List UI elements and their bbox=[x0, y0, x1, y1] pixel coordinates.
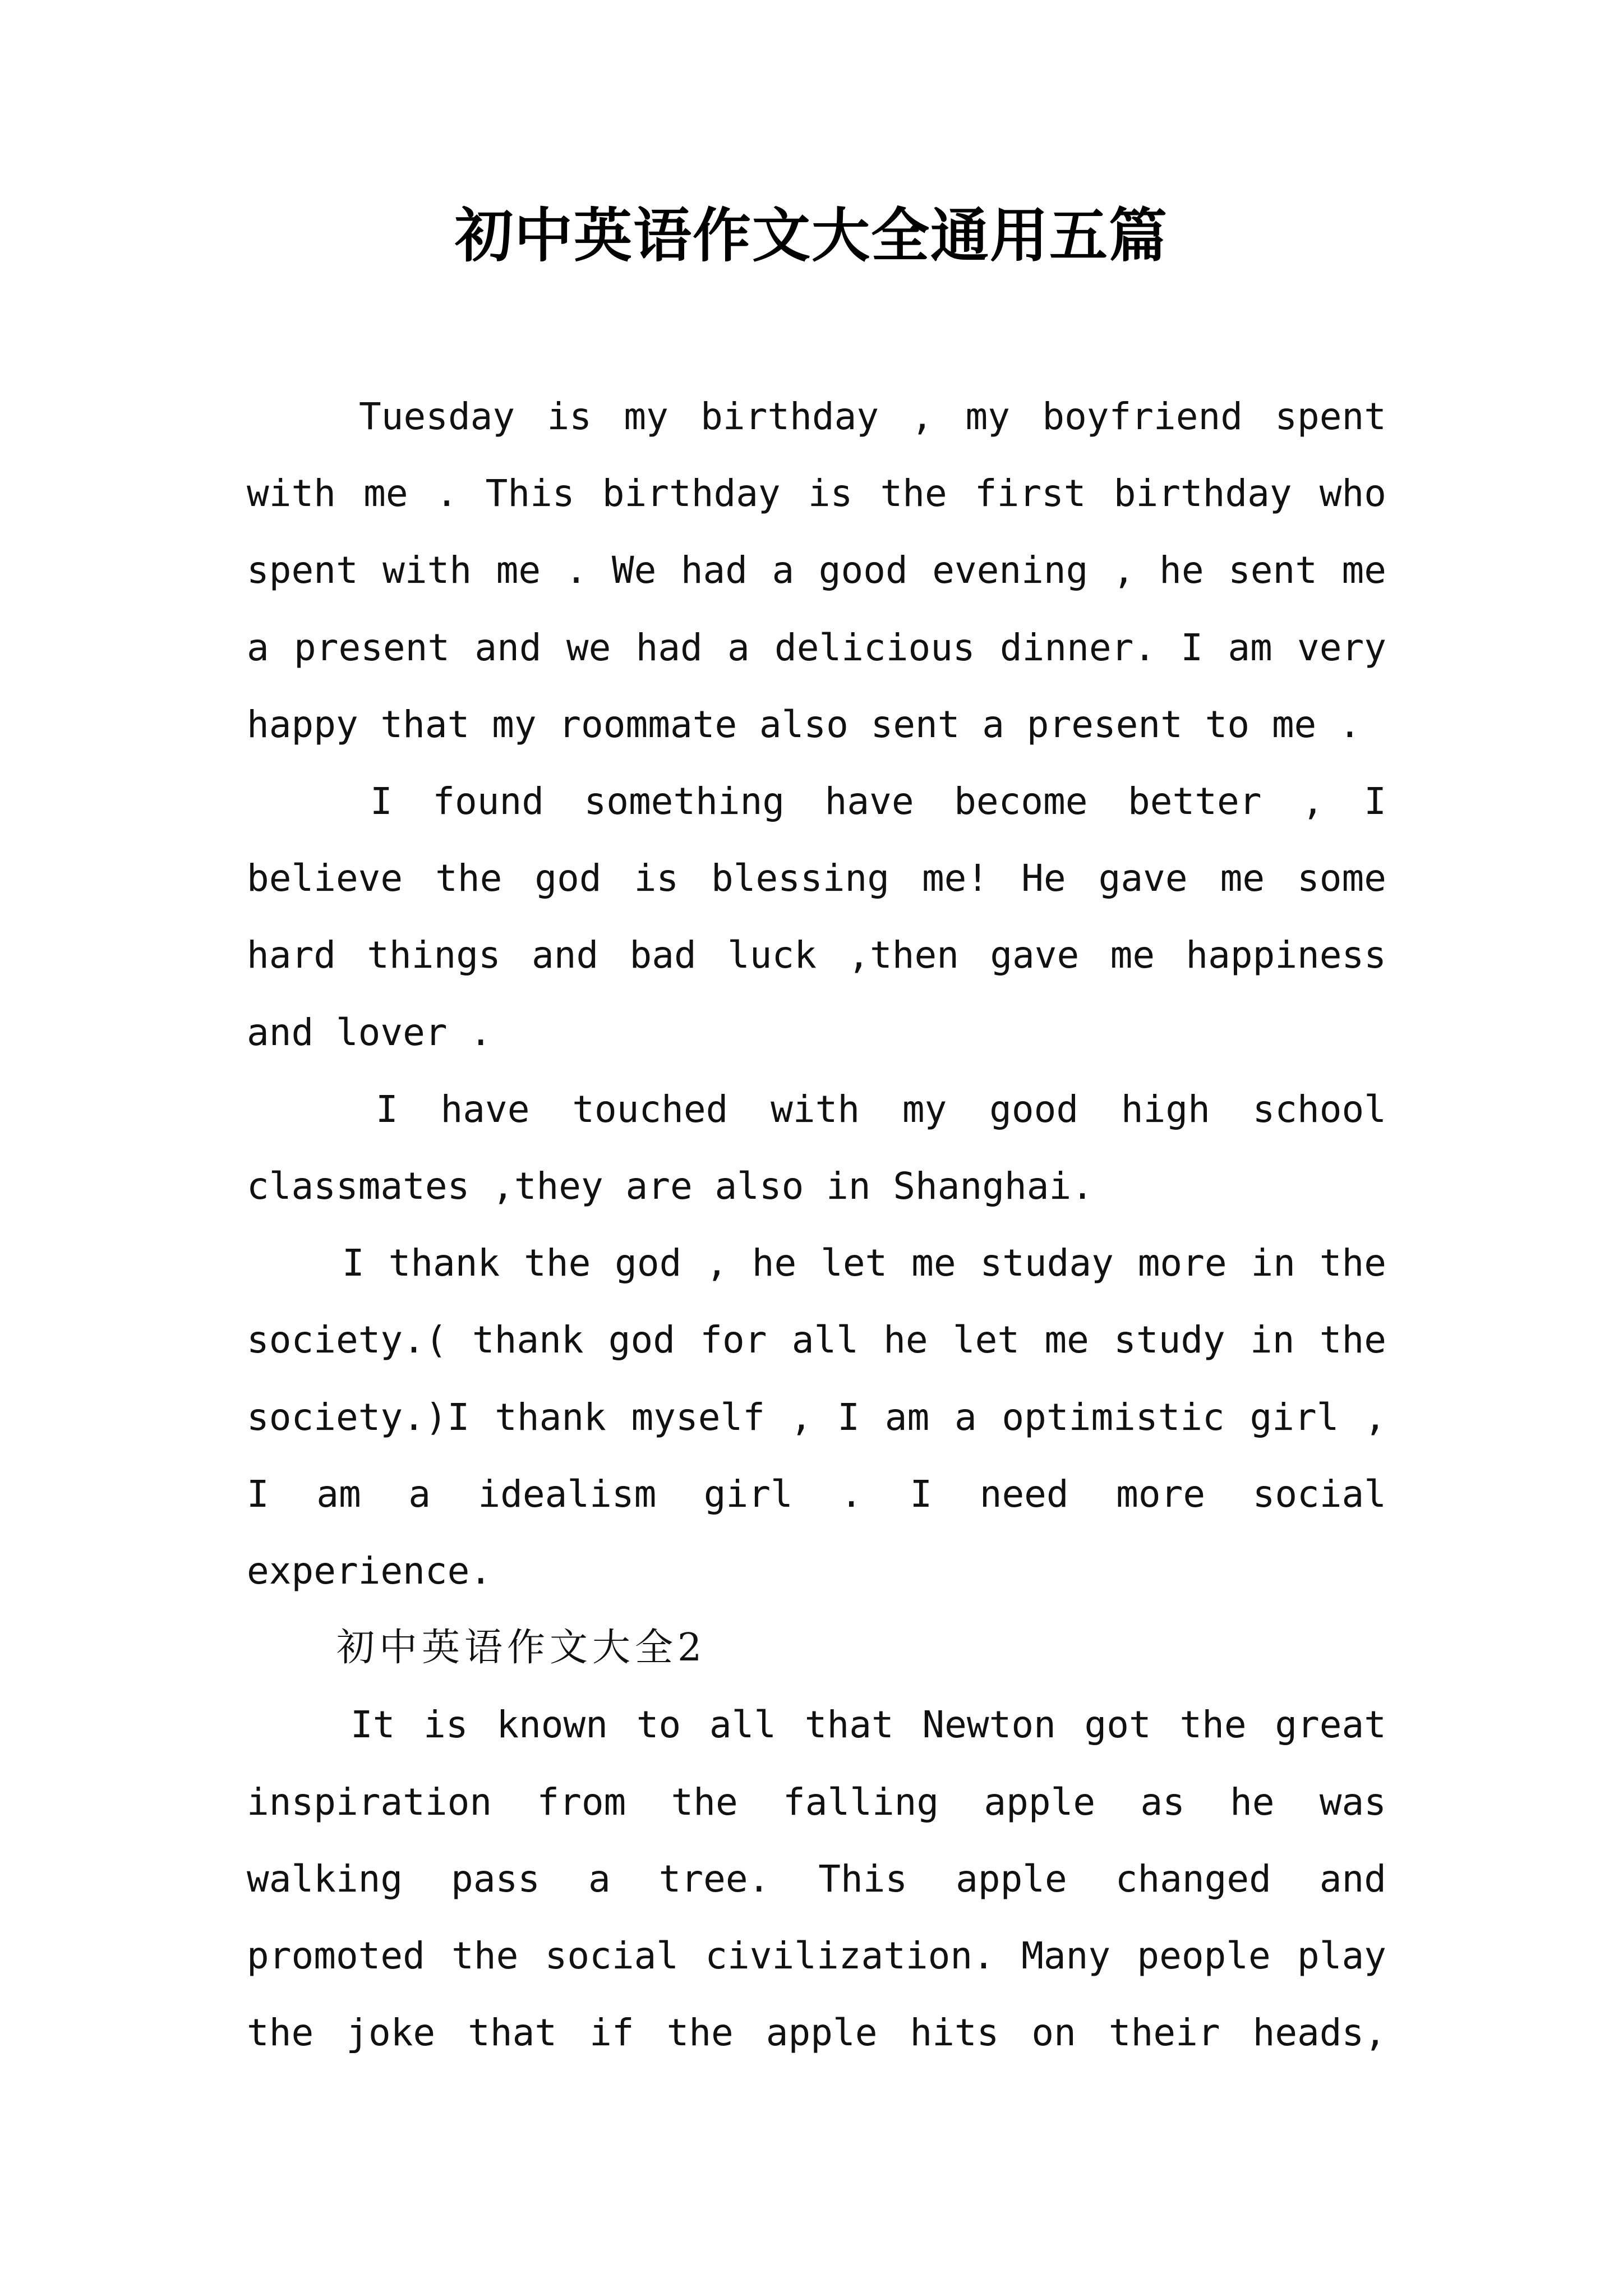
text-line: happy that my roommate also sent a present to me . bbox=[247, 702, 1361, 746]
text-line: society.)I thank myself , I am a optimistic girl , bbox=[247, 1395, 1386, 1439]
text-line: promoted the social civilization. Many people play bbox=[247, 1934, 1386, 1977]
text-line: walking pass a tree. This apple changed and bbox=[247, 1857, 1386, 1901]
text-line: I have touched with my good high school bbox=[376, 1087, 1386, 1131]
text-line: spent with me . We had a good evening , he sent me bbox=[247, 549, 1386, 592]
text-line: society.( thank god for all he let me study in the bbox=[247, 1318, 1386, 1362]
text-line: experience. bbox=[247, 1549, 492, 1593]
text-line: Tuesday is my birthday , my boyfriend spent bbox=[359, 395, 1386, 438]
text-line: and lover . bbox=[247, 1010, 492, 1054]
document-title: 初中英语作文大全通用五篇 bbox=[454, 201, 1168, 270]
section-heading: 初中英语作文大全2 bbox=[336, 1626, 707, 1671]
text-line: It is known to all that Newton got the great bbox=[351, 1703, 1386, 1747]
text-line: I am a idealism girl . I need more social bbox=[247, 1472, 1386, 1516]
text-line: inspiration from the falling apple as he was bbox=[247, 1780, 1386, 1824]
text-line: the joke that if the apple hits on their heads, bbox=[247, 2011, 1386, 2055]
text-line: believe the god is blessing me! He gave me some bbox=[247, 857, 1386, 900]
text-line: I found something have become better , I bbox=[370, 780, 1386, 823]
text-line: hard things and bad luck ,then gave me happiness bbox=[247, 933, 1386, 977]
text-line: a present and we had a delicious dinner. I am very bbox=[247, 625, 1386, 669]
text-line: I thank the god , he let me studay more in the bbox=[342, 1241, 1386, 1285]
text-line: classmates ,they are also in Shanghai. bbox=[247, 1165, 1094, 1208]
text-line: with me . This birthday is the first birthday who bbox=[247, 472, 1386, 516]
